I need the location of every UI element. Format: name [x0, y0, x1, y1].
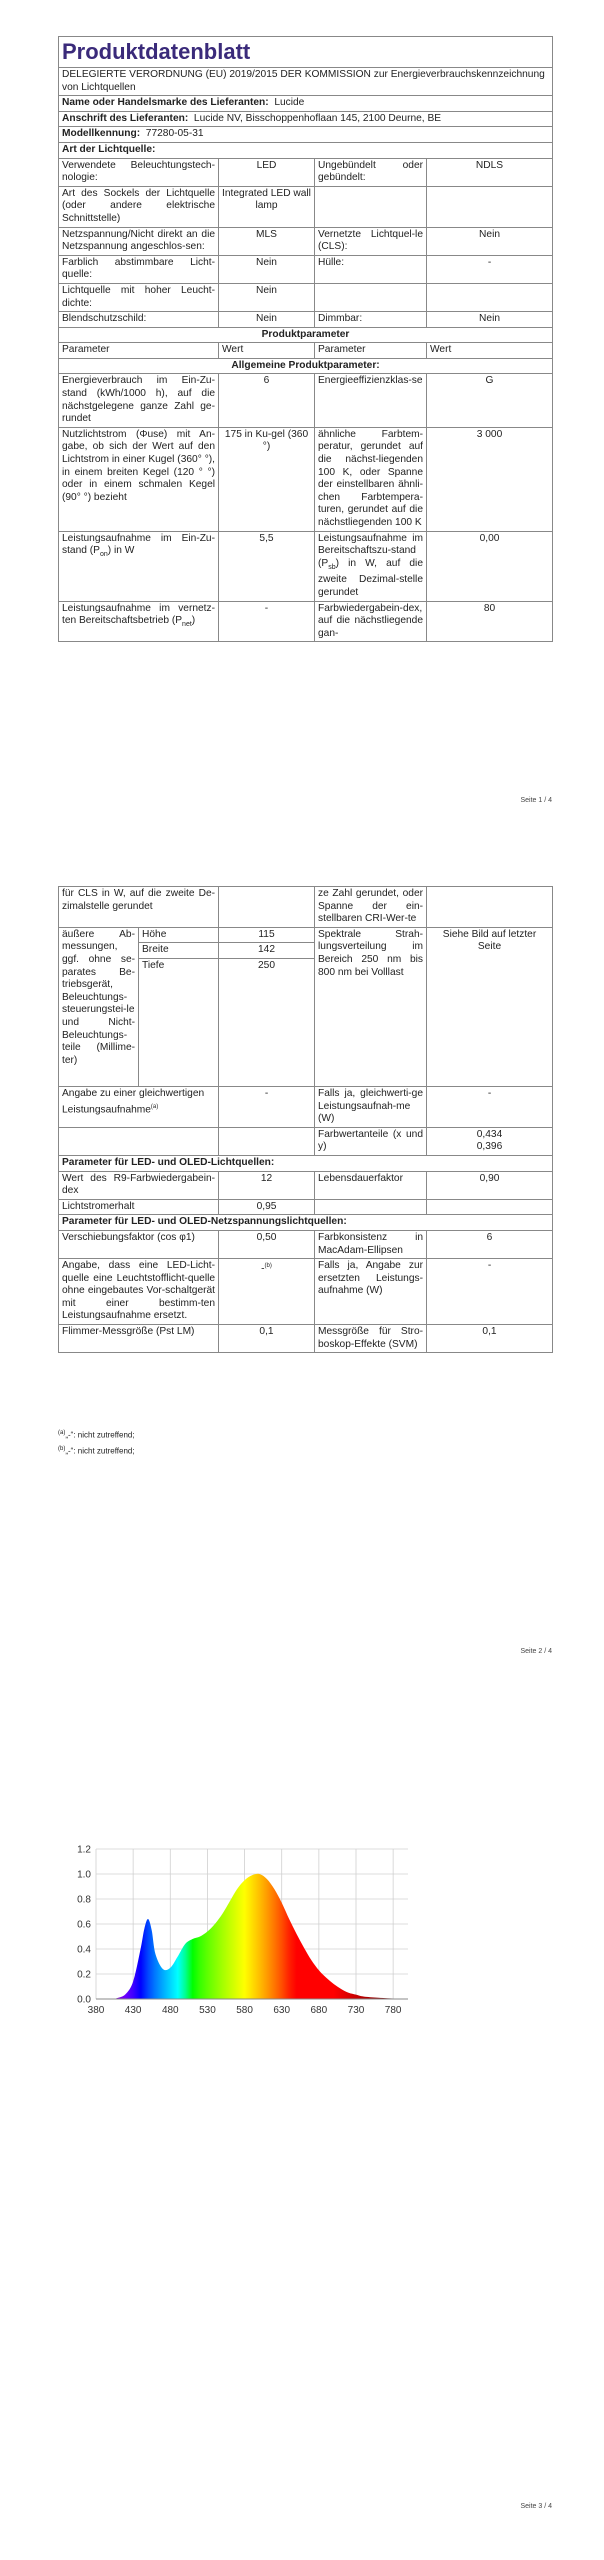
width-label: Breite: [139, 943, 219, 959]
equiv-value: -: [219, 1086, 315, 1127]
eclass-value: G: [427, 374, 553, 427]
height-label: Höhe: [139, 927, 219, 943]
col-header-param: Parameter: [59, 343, 219, 359]
spd-label: Spektrale Strah-lungsverteilung im Bereich 250 nm bis 800 nm bei Volllast: [315, 927, 427, 1086]
model-id: 77280-05-31: [145, 128, 204, 140]
dims-label: äußere Ab-messungen, ggf. ohne se-parates Be-triebsgerät, Beleuchtungs-steuerungstei-le und Nicht-Beleuchtungs-teile (Millime-ter): [59, 927, 139, 1086]
pon-sub: on: [99, 551, 108, 559]
flicker-label: Flimmer-Messgröße (Pst LM): [59, 1325, 219, 1353]
survival-value: 0,90: [427, 1171, 553, 1199]
connected-label: Vernetzte Lichtquel-le (CLS):: [315, 227, 427, 255]
col-header-param: Parameter: [315, 343, 427, 359]
envelope-value: -: [427, 255, 553, 283]
psb-value: 0,00: [427, 531, 553, 601]
regulation-text: DELEGIERTE VERORDNUNG (EU) 2019/2015 DER KOMMISSION zur Energieverbrauchskennzeichnung von Lichtquellen: [59, 68, 553, 96]
lumen-maint-value: 0,95: [219, 1199, 315, 1215]
dimmable-value: Nein: [427, 312, 553, 328]
nondirected-value: NDLS: [427, 158, 553, 186]
envelope-label: Hülle:: [315, 255, 427, 283]
energy-label: Energieverbrauch im Ein-Zu-stand (kWh/1000 h), auf die nächstgelegene ganze Zahl ge-rundet: [59, 374, 219, 427]
eclass-label: Energieeffizienzklas-se: [315, 374, 427, 427]
page-footer: Seite 2 / 4: [520, 1648, 552, 1655]
flicker-value: 0,1: [219, 1325, 315, 1353]
cct-label: ähnliche Farbtem-peratur, gerundet auf die nächst-liegenden 100 K, oder Spanne der einstellbaren ähnli-chen Farbtempera-turen, gerundet auf die nächstliegenden 100 K: [315, 427, 427, 531]
pnet-sub: net: [182, 621, 192, 629]
equiv-power-value: -: [427, 1086, 553, 1127]
height-value: 115: [219, 927, 315, 943]
highlum-value: Nein: [219, 283, 315, 311]
width-value: 142: [219, 943, 315, 959]
glare-label: Blendschutzschild:: [59, 312, 219, 328]
r9-value: 12: [219, 1171, 315, 1199]
footnote-a-mark: (a): [58, 1430, 66, 1436]
replace-label: Angabe, dass eine LED-Licht-quelle eine Leuchtstofflicht-quelle ohne eingebautes Vor-schaltgerät mit einer bestimm-ten Leistungsaufnahme ersetzt.: [59, 1259, 219, 1325]
glare-value: Nein: [219, 312, 315, 328]
tech-value: LED: [219, 158, 315, 186]
cri-label-cont: ze Zahl gerundet, oder Spanne der ein-stellbaren CRI-Wer-te: [315, 887, 427, 928]
y-tick-label: 0.2: [77, 1969, 91, 1981]
x-tick-label: 630: [273, 2005, 291, 2016]
y-tick-label: 0.0: [77, 1994, 91, 2006]
y-tick-label: 1.2: [77, 1844, 91, 1856]
r9-label: Wert des R9-Farbwiedergabein-dex: [59, 1171, 219, 1199]
equiv-power-label: Falls ja, gleichwerti-ge Leistungsaufnah-me (W): [315, 1086, 427, 1127]
footnote-a-text: „-“: nicht zutreffend;: [65, 1430, 135, 1440]
section-led-params: Parameter für LED- und OLED-Lichtquellen:: [59, 1155, 553, 1171]
spd-value: Siehe Bild auf letzter Seite: [427, 927, 553, 1086]
supplier-name: Lucide: [274, 97, 305, 109]
survival-label: Lebensdauerfaktor: [315, 1171, 427, 1199]
chroma-label: Farbwertanteile (x und y): [315, 1127, 427, 1155]
tech-label: Verwendete Beleuchtungstech-nologie:: [59, 158, 219, 186]
x-tick-label: 780: [384, 2005, 402, 2016]
pf-value: 0,50: [219, 1230, 315, 1258]
section-product-params: Produktparameter: [59, 327, 553, 343]
section-light-source-type: Art der Lichtquelle:: [59, 142, 553, 158]
mains-label: Netzspannung/Nicht direkt an die Netzspannung angeschlos-sen:: [59, 227, 219, 255]
pnet-label-cont: für CLS in W, auf die zweite De-zimalstelle gerundet: [59, 887, 219, 928]
page-footer: Seite 3 / 4: [520, 2503, 552, 2510]
depth-label: Tiefe: [139, 958, 219, 1086]
cri-label: Farbwiedergabein-dex, auf die nächstliegende gan-: [315, 601, 427, 642]
pon-label-a: Leistungsaufnahme im Ein-Zu-stand (P: [62, 532, 215, 557]
x-tick-label: 430: [124, 2005, 142, 2016]
equiv-label-a: Angabe zu einer gleichwertigen Leistungsaufnahme: [62, 1087, 205, 1115]
socket-value: Integrated LED wall lamp: [219, 186, 315, 227]
x-tick-label: 380: [87, 2005, 105, 2016]
chroma-y: 0,396: [476, 1141, 503, 1153]
cri-value: 80: [427, 601, 553, 642]
col-header-value: Wert: [427, 343, 553, 359]
col-header-value: Wert: [219, 343, 315, 359]
y-tick-label: 0.6: [77, 1919, 91, 1931]
replace-power-value: -: [427, 1259, 553, 1325]
y-tick-label: 1.0: [77, 1869, 91, 1881]
section-general-params: Allgemeine Produktparameter:: [59, 358, 553, 374]
pnet-label-a: Leistungsaufnahme im vernetz-ten Bereitschaftsbetrieb (P: [62, 602, 215, 627]
supplier-address-label: Anschrift des Lieferanten:: [62, 112, 189, 124]
tunable-label: Farblich abstimmbare Licht-quelle:: [59, 255, 219, 283]
pf-label: Verschiebungsfaktor (cos φ1): [59, 1230, 219, 1258]
pon-value: 5,5: [219, 531, 315, 601]
pnet-label-b: ): [191, 615, 196, 627]
psb-sub: sb: [328, 563, 336, 571]
dimmable-label: Dimmbar:: [315, 312, 427, 328]
equiv-sup: (a): [150, 1103, 159, 1110]
svm-value: 0,1: [427, 1325, 553, 1353]
lumen-maint-label: Lichtstromerhalt: [59, 1199, 219, 1215]
x-tick-label: 530: [199, 2005, 216, 2016]
macadam-label: Farbkonsistenz in MacAdam-Ellipsen: [315, 1230, 427, 1258]
socket-label: Art des Sockels der Lichtquelle (oder andere elektrische Schnittstelle): [59, 186, 219, 227]
x-tick-label: 680: [310, 2005, 328, 2016]
replace-power-label: Falls ja, Angabe zur ersetzten Leistungs-aufnahme (W): [315, 1259, 427, 1325]
section-mains-params: Parameter für LED- und OLED-Netzspannungslichtquellen:: [59, 1215, 553, 1231]
chroma-x: 0,434: [476, 1128, 503, 1140]
pnet-value: -: [219, 601, 315, 642]
depth-value: 250: [219, 958, 315, 1086]
x-tick-label: 480: [161, 2005, 179, 2016]
svm-label: Messgröße für Stro-boskop-Effekte (SVM): [315, 1325, 427, 1353]
x-tick-label: 580: [236, 2005, 253, 2016]
footnote-b-text: „-“: nicht zutreffend;: [65, 1446, 135, 1456]
supplier-name-label: Name oder Handelsmarke des Lieferanten:: [62, 97, 269, 109]
y-tick-label: 0.8: [77, 1894, 91, 1906]
replace-value-text: -: [261, 1263, 265, 1275]
page-title: Produktdatenblatt: [59, 37, 553, 68]
highlum-label: Lichtquelle mit hoher Leucht-dichte:: [59, 283, 219, 311]
model-label: Modellkennung:: [62, 128, 141, 140]
tunable-value: Nein: [219, 255, 315, 283]
connected-value: Nein: [427, 227, 553, 255]
y-tick-label: 0.4: [77, 1944, 91, 1956]
spectral-distribution-chart: [58, 1841, 418, 2021]
mains-value: MLS: [219, 227, 315, 255]
macadam-value: 6: [427, 1230, 553, 1258]
pon-label-b: ) in W: [107, 545, 135, 557]
flux-label: Nutzlichtstrom (Φuse) mit An-gabe, ob sich der Wert auf den Lichtstrom in einer Kugel (360° °), in einem breiten Kegel (120 ° °) oder in einem schmalen Kegel (90° °) bezieht: [59, 427, 219, 531]
nondirected-label: Ungebündelt oder gebündelt:: [315, 158, 427, 186]
replace-sup: (b): [264, 1263, 272, 1270]
supplier-address: Lucide NV, Bisschoppenhoflaan 145, 2100 Deurne, BE: [193, 112, 442, 124]
psb-label-b: ) in W, auf die zweite Dezimal-stelle gerundet: [318, 557, 423, 598]
spectrum-area: [96, 1874, 408, 1999]
page-footer: Seite 1 / 4: [520, 797, 552, 804]
cct-value: 3 000: [427, 427, 553, 531]
energy-value: 6: [219, 374, 315, 427]
x-tick-label: 730: [347, 2005, 365, 2016]
flux-value: 175 in Ku-gel (360 °): [219, 427, 315, 531]
psb-label-a: Leistungsaufnahme im Bereitschaftszu-stand (P: [318, 532, 423, 569]
footnote-b-mark: (b): [58, 1446, 66, 1452]
